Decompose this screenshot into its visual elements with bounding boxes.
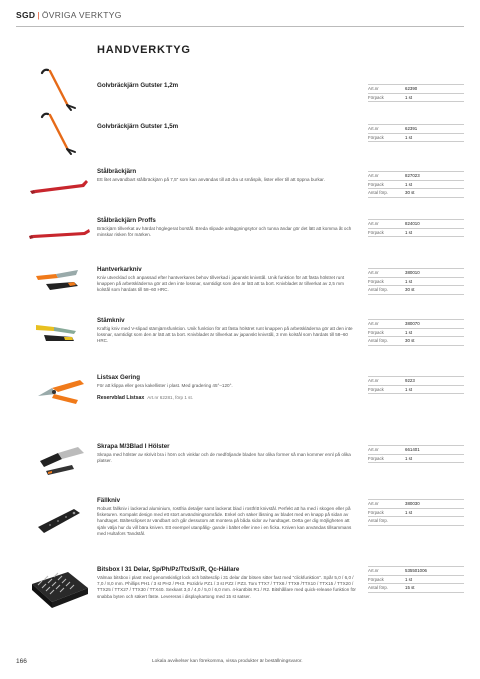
bit-box-icon (28, 566, 92, 616)
forp-label: Förpack (368, 181, 384, 187)
art-value: 380070 (405, 321, 420, 327)
footer-note: Lokala avvikelser kan förekomma, vissa produkter är beställningsvaror. (152, 659, 303, 664)
art-value: 62390 (405, 86, 418, 92)
forp-value: 1 st (405, 386, 413, 392)
product-info (97, 497, 357, 539)
forp-value: 1 st (405, 94, 413, 100)
art-value: 824010 (405, 221, 420, 227)
art-label: Art.nr (368, 173, 379, 179)
antal-label: Antal förp. (368, 338, 389, 344)
product-info (97, 566, 357, 602)
art-value: 661401 (405, 447, 420, 453)
forp-value: 1 st (405, 455, 413, 461)
chisel-knife-icon (28, 319, 92, 349)
product-name: Bitsbox I 31 Delar, Sp/Ph/Pz/Ttx/Sx/R, Qc-Hällare (97, 566, 240, 573)
art-label: Art.nr (368, 501, 379, 507)
forp-value: 1 st (405, 181, 413, 187)
product-info (97, 317, 357, 347)
page-header (16, 10, 122, 20)
product-name: Golvbräckjärn Gutster 1,5m (97, 123, 179, 130)
brand: SGD (16, 10, 36, 20)
art-value: 62391 (405, 126, 418, 132)
product-name: Stämkniv (97, 317, 125, 324)
art-label: Art.nr (368, 221, 379, 227)
spare-blade (97, 395, 357, 401)
product-info (97, 217, 357, 240)
product-specs (368, 445, 464, 463)
product-description: Kniv utvecklad och anpassad efter hantverkares behov tillverkad i japanskt knivstål. Unik funktion för att fästa hölstret runt knappen på arbetskläderna gör att den inte lossnar, samtidigt som den är lätt att ta bort. Knivbladet är tillverkat av 2,5 mm kolstål som härdats till 58–60 HRC. (97, 275, 345, 293)
product-specs (368, 124, 464, 142)
miter-shears-icon (28, 374, 92, 414)
forp-value: 1 st (405, 576, 413, 582)
pry-bar-icon (28, 223, 92, 245)
art-value: 380030 (405, 501, 420, 507)
product-specs (368, 219, 464, 237)
antal-value: 30 st (405, 287, 415, 293)
art-label: Art.nr (368, 126, 379, 132)
forp-label: Förpack (368, 229, 384, 235)
antal-value: 30 st (405, 190, 415, 196)
product-description: Välmax bitsbox i plast med genomskinligt lock och bältesclip i 31 delar där bitsen sitter fast med "clickfunktion". Spår 5,0 / 6,0 / 7,0 / 8,0 mm. Phillips PH1 / 3 st PH2 / PH3. Pozidriv PZ1 / 3 st PZ2 / PZ3. Torx TTX7 / TTX8 / TTX9 /TTX10 / TTX15 / TTX20 / TTX25 / TTX27 / TTX30 / TTX40. Sexkant 3,0 / 4,0 / 5,0 / 6,0 mm. 4-kantbits R1 / R2. Bitshållare med quick-release funktion för snabba byten och säkert fäste. Levereras i displaykartong med 15 st satser. (97, 575, 356, 599)
product-name: Skrapa M/3Blad I Hölster (97, 443, 170, 450)
header-separator: | (37, 10, 40, 20)
forp-label: Förpack (368, 329, 384, 335)
art-label: Art.nr (368, 321, 379, 327)
forp-value: 1 st (405, 509, 413, 515)
product-info (97, 123, 357, 132)
art-value: 827023 (405, 173, 420, 179)
antal-label: Antal förp. (368, 585, 389, 591)
art-label: Art.nr (368, 86, 379, 92)
product-name: Listsax Gering (97, 374, 140, 381)
forp-label: Förpack (368, 509, 384, 515)
antal-value: 15 st (405, 585, 415, 591)
spare-blade-art: Art.nr 62281, förp 1 st. (147, 395, 194, 401)
forp-label: Förpack (368, 386, 384, 392)
product-description: Robust fällkniv i lackerad aluminium, rostfria detaljer samt lackerat blad i rostfritt knivstål. Perfekt att ha med i skogen eller på fisketuren. Kompakt design med ett stort användningsområde. Enkel och säker låsning av bladet med en knapp på sidan av handtaget. Bältesclipset är vändbart och går dessutom att montera på båda sidor av handtaget. Detta ger dig möjligheten att själv välja hur du vill bära kniven. Ett exempel utanpålig- gande i bältet eller inne i en ficka. Kniven kan användas tillsammans med Hultafors Tandstål. (97, 506, 352, 536)
scraper-icon (28, 443, 92, 479)
crowbar-icon (28, 68, 92, 112)
forp-label: Förpack (368, 576, 384, 582)
product-name: Stålbräckjärn Proffs (97, 217, 156, 224)
art-label: Art.nr (368, 270, 379, 276)
product-specs (368, 319, 464, 346)
antal-label: Antal förp. (368, 287, 389, 293)
forp-value: 1 st (405, 278, 413, 284)
section-name: ÖVRIGA VERKTYG (41, 10, 122, 20)
page-number: 166 (16, 658, 27, 665)
forp-value: 1 st (405, 229, 413, 235)
art-label: Art.nr (368, 568, 379, 574)
spare-blade-name: Reservblad Listsax (97, 395, 145, 402)
product-specs (368, 566, 464, 593)
art-label: Art.nr (368, 378, 379, 384)
forp-label: Förpack (368, 134, 384, 140)
product-name: Stålbräckjärn (97, 168, 137, 175)
product-specs (368, 499, 464, 526)
product-description: Ett litet användbart stålbräckjärn på 7,5" som kan användas till att dra ut småspik, lister eller till att öppna burkar. (97, 177, 325, 182)
product-info (97, 443, 357, 466)
product-specs (368, 268, 464, 295)
forp-value: 1 st (405, 134, 413, 140)
header-divider (16, 26, 464, 27)
antal-value: 30 st (405, 338, 415, 344)
knife-icon (28, 268, 92, 298)
page-title: HANDVERKTYG (97, 44, 191, 56)
antal-label: Antal förp. (368, 190, 389, 196)
crowbar-icon (28, 112, 92, 156)
art-value: 9223 (405, 378, 415, 384)
product-name: Golvbräckjärn Gutster 1,2m (97, 82, 179, 89)
product-specs (368, 171, 464, 198)
forp-label: Förpack (368, 94, 384, 100)
product-specs (368, 84, 464, 102)
art-value: 380010 (405, 270, 420, 276)
product-description: Skrapa med hölster av skrivit bra i hörn och vinklar och de medföljande bladen har olika former så man kommer ennl på olika platser. (97, 452, 351, 464)
product-description: Kraftig kniv med V-slipad stämjärnsfunktion. Unik funktion för att fästa hölstret runt knappen på arbetskläderna gör att den inte lossnar, samtidigt som den är lätt att ta bort. Knivbladet är tillverkat av japanskt knivstål, 3 mm kolstål som härdats till 58–60 HRC. (97, 326, 353, 344)
product-description: För att klippa eller gera kakellister i plast. Med gradering 45°–120°. (97, 383, 233, 388)
forp-label: Förpack (368, 278, 384, 284)
pry-bar-icon (28, 174, 92, 196)
product-name: Hantverkarkniv (97, 266, 142, 273)
product-info (97, 82, 357, 91)
folding-knife-icon (28, 501, 92, 537)
forp-label: Förpack (368, 455, 384, 461)
product-name: Fällkniv (97, 497, 121, 504)
product-info (97, 266, 357, 296)
forp-value: 1 st (405, 329, 413, 335)
product-specs (368, 376, 464, 394)
product-info (97, 374, 357, 401)
product-info (97, 168, 357, 185)
antal-label: Antal förp. (368, 518, 389, 524)
art-value: 535501006 (405, 568, 427, 574)
product-description: Bräckjärn tillverkat av härdat höglegerat borstål. Breda slipade anläggningsytor och tunna ändar gör det lätt att komma åt och minskar risken för märken. (97, 226, 352, 238)
art-label: Art.nr (368, 447, 379, 453)
